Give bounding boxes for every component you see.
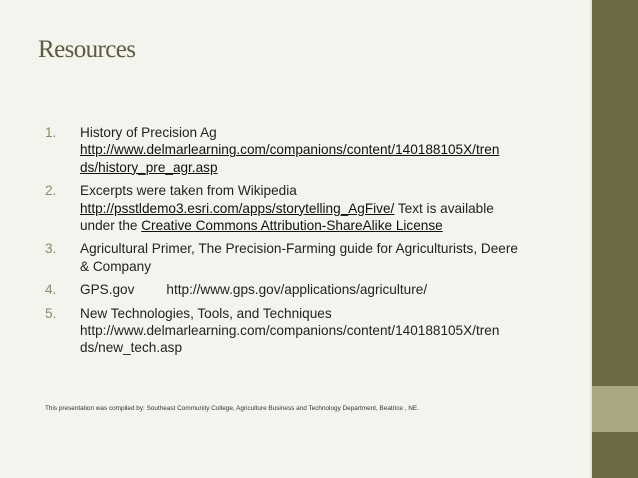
sidebar-accent-block [592, 386, 638, 432]
item-link-line [80, 200, 565, 217]
item-title: New Technologies, Tools, and Techniques [80, 305, 332, 321]
item-url: ds/new_tech.asp [80, 340, 183, 356]
item-number: 5. [45, 305, 57, 321]
footer-credit: This presentation was compiled by: Southeast Community College, Agriculture Business and Technology Department, Beatrice , NE. [45, 405, 419, 412]
storytelling-link[interactable]: http://psstldemo3.esri.com/apps/storytelling_AgFive/ [80, 200, 395, 216]
history-link-line1[interactable]: http://www.delmarlearning.com/companions/content/140188105X/tren [80, 142, 500, 158]
item-title: Excerpts were taken from Wikipedia [80, 183, 297, 199]
item-number: 4. [45, 282, 57, 298]
item-text: & Company [80, 258, 152, 274]
history-link-line2[interactable]: ds/history_pre_agr.asp [80, 159, 218, 175]
resource-list [45, 124, 565, 363]
gps-label: GPS.gov [80, 282, 135, 298]
item-text: Text is available [394, 200, 494, 216]
item-number: 1. [45, 125, 57, 140]
license-link[interactable]: Creative Commons Attribution-ShareAlike License [141, 218, 443, 234]
list-item-2 [45, 182, 565, 234]
gps-url: http://www.gps.gov/applications/agriculture/ [166, 282, 428, 298]
list-item-3 [45, 240, 565, 275]
item-line [80, 281, 565, 298]
list-item-1 [45, 124, 565, 176]
item-text: under the [80, 218, 142, 234]
slide-title: Resources [38, 36, 136, 63]
item-text: Agricultural Primer, The Precision-Farming guide for Agriculturists, Deere [80, 241, 518, 257]
item-license-line [80, 217, 565, 234]
list-item-5 [45, 305, 565, 357]
item-number: 3. [45, 241, 57, 257]
item-url: http://www.delmarlearning.com/companions/content/140188105X/tren [80, 323, 500, 339]
item-number: 2. [45, 183, 57, 199]
list-item-4 [45, 281, 565, 298]
item-title: History of Precision Ag [80, 125, 217, 140]
